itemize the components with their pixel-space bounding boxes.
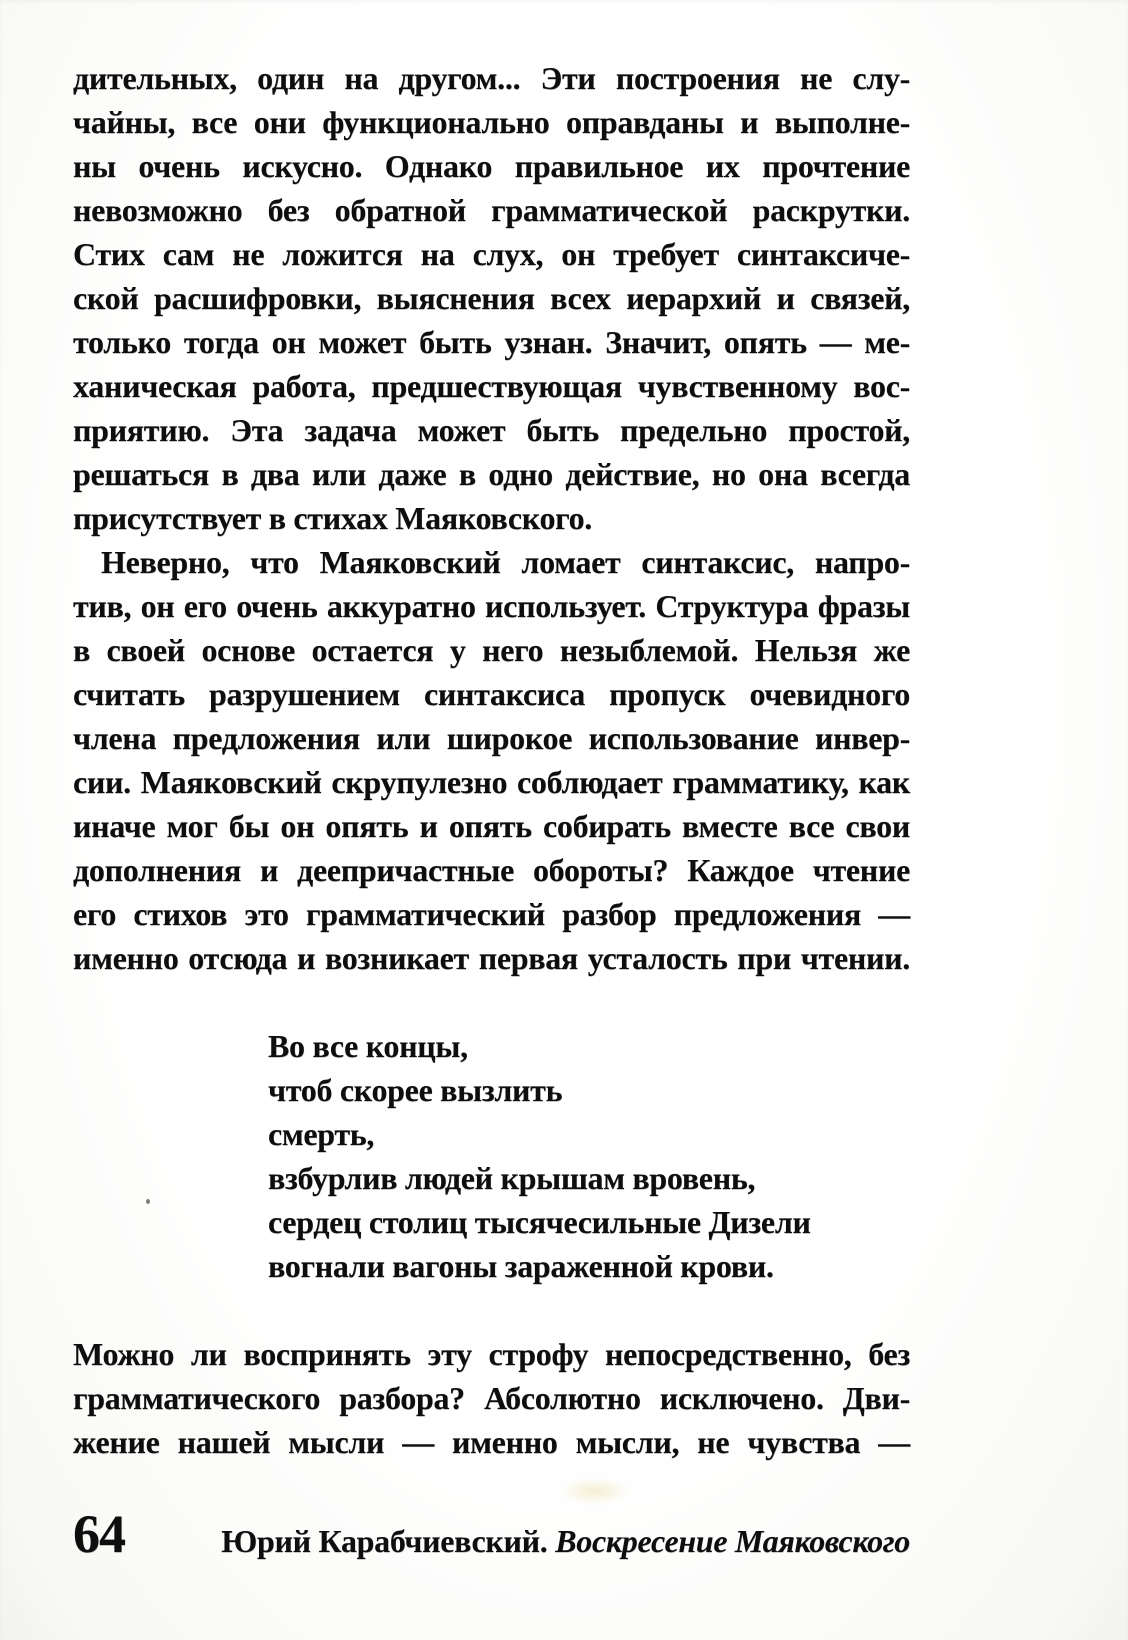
text-line: чтоб скорее вызлить (268, 1072, 563, 1108)
text-line: вогнали вагоны зараженной крови. (268, 1248, 774, 1284)
text-line: иначе мог бы он опять и опять собирать вместе все свои (73, 808, 910, 844)
page-footer (73, 1506, 910, 1563)
text-line: присутствует в стихах Маяковского. (73, 500, 592, 536)
text-line: взбурлив людей крышам вровень, (268, 1160, 756, 1196)
text-line: в своей основе остается у него незыблемой. Нельзя же (73, 632, 910, 668)
page-number: 64 (73, 1504, 125, 1564)
text-line: только тогда он может быть узнан. Значит, опять — ме- (73, 324, 910, 360)
text-line: члена предложения или широкое использование инвер- (73, 720, 910, 756)
text-line: тив, он его очень аккуратно использует. Структура фразы (73, 588, 910, 624)
text-line: приятию. Эта задача может быть предельно простой, (73, 412, 910, 448)
scan-speck-artifact (146, 1199, 150, 1204)
text-line: ской расшифровки, выяснения всех иерархий и связей, (73, 280, 910, 316)
text-line: ханическая работа, предшествующая чувственному вос- (73, 368, 910, 404)
text-line: Неверно, что Маяковский ломает синтаксис, напро- (101, 544, 910, 580)
text-line: дительных, один на другом... Эти построения не слу- (73, 60, 910, 96)
paragraph-continuation (73, 56, 910, 540)
running-title-book: Воскресение Маяковского (555, 1523, 910, 1559)
text-line: невозможно без обратной грамматической раскрутки. (73, 192, 910, 228)
paragraph-syntax (73, 540, 910, 980)
text-line: жение нашей мысли — именно мысли, не чувства — (73, 1424, 910, 1460)
text-line: дополнения и деепричастные обороты? Каждое чтение (73, 852, 910, 888)
text-line: Стих сам не ложится на слух, он требует синтаксиче- (73, 236, 910, 272)
paragraph-question (73, 1332, 910, 1464)
running-title-author: Юрий Карабчиевский. (221, 1523, 556, 1559)
text-line: решаться в два или даже в одно действие, но она всегда (73, 456, 910, 492)
text-line: Во все концы, (268, 1028, 468, 1064)
text-line: ны очень искусно. Однако правильное их прочтение (73, 148, 910, 184)
text-line: Можно ли воспринять эту строфу непосредственно, без (73, 1336, 910, 1372)
poem-quote (268, 1024, 910, 1288)
scan-stain-artifact (560, 1478, 630, 1504)
text-block (73, 56, 910, 1464)
text-line: его стихов это грамматический разбор предложения — (73, 896, 910, 932)
text-line: смерть, (268, 1116, 375, 1152)
text-line: сердец столиц тысячесильные Дизели (268, 1204, 811, 1240)
text-line: сии. Маяковский скрупулезно соблюдает грамматику, как (73, 764, 910, 800)
text-line: чайны, все они функционально оправданы и выполне- (73, 104, 910, 140)
text-line: считать разрушением синтаксиса пропуск очевидного (73, 676, 910, 712)
running-title (221, 1519, 910, 1563)
text-line: именно отсюда и возникает первая усталость при чтении. (73, 940, 910, 976)
text-line: грамматического разбора? Абсолютно исключено. Дви- (73, 1380, 910, 1416)
